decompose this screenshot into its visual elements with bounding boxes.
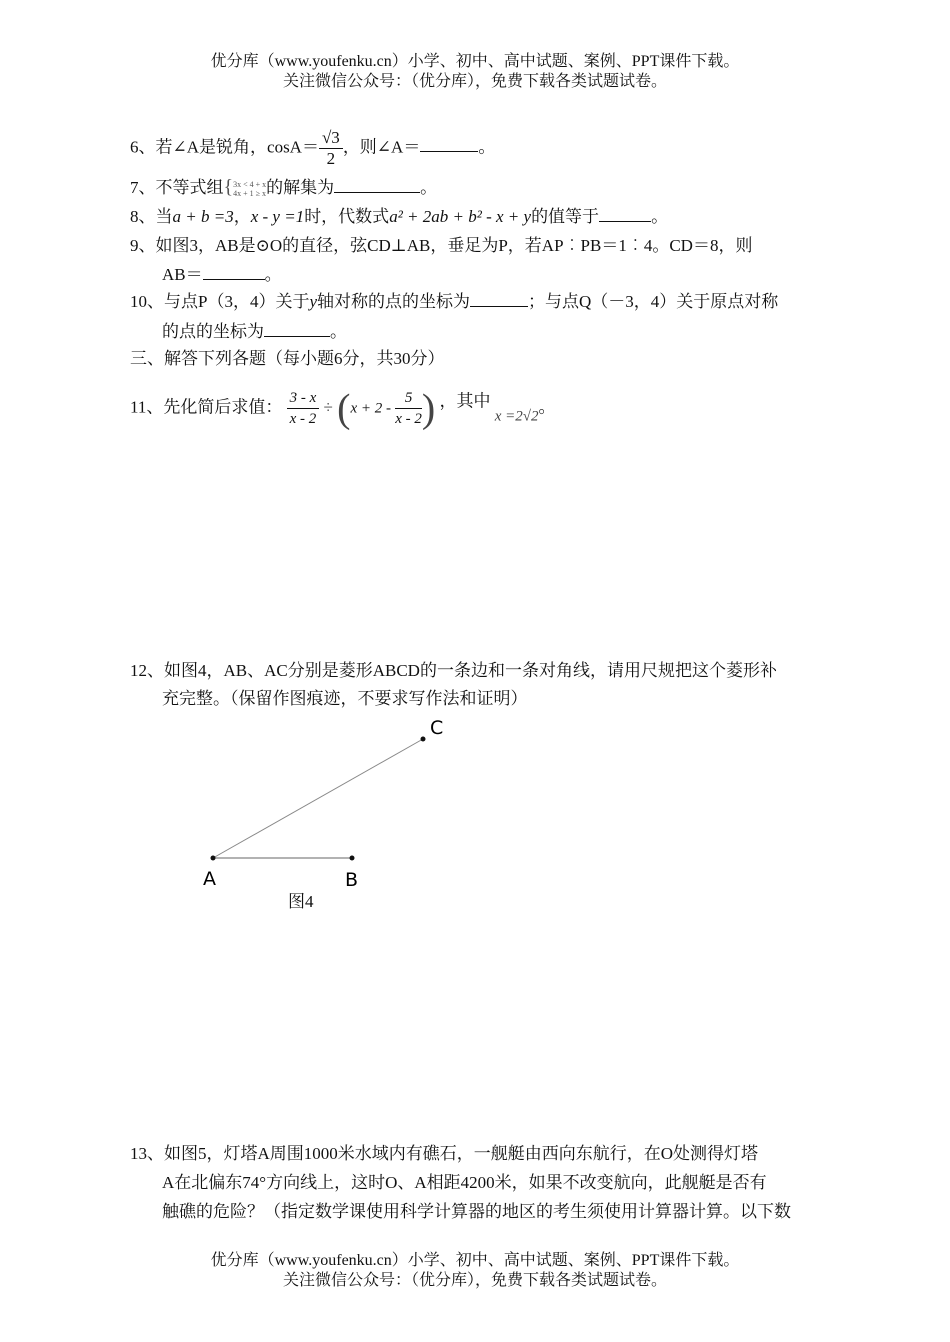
segment-ac (213, 739, 423, 858)
question-11: 11、先化简后求值： $\frac{3 - x}{x - 2}$ ÷ (x + 2 - $\frac{5}{x - 2}$ ) ，其中 x =2√2。 (130, 385, 556, 431)
q9-line2-text: AB＝ (162, 265, 203, 284)
q11-inner-expression: x + 2 - (350, 400, 391, 417)
q11-suffix: ，其中 (439, 391, 491, 411)
q6-prefix: 6、若∠A是锐角，cosA＝ (130, 137, 319, 157)
q8-condition-2: x - y =1 (250, 207, 305, 226)
q7-suffix: 的解集为 (266, 178, 335, 197)
question-7: 7、不等式组{ 3x < 4 + x 4x + 1 ≥ x 的解集为 。 (130, 176, 438, 199)
q10-end: 。 (330, 322, 347, 341)
section-3-heading: 三、解答下列各题（每小题6分，共30分） (130, 349, 445, 368)
q8-prefix: 8、当 (130, 207, 173, 226)
q7-end: 。 (420, 178, 438, 197)
question-12-line-1: 12、如图4，AB、AC分别是菱形ABCD的一条边和一条对角线，请用尺规把这个菱形补 (130, 661, 777, 680)
label-a: A (203, 868, 216, 890)
q11-fraction-2-denominator: x - 2 (395, 411, 422, 427)
q8-expression: a² + 2ab + b² - x + y (389, 207, 532, 226)
q11-value: x =2√2 (494, 408, 539, 425)
question-9-line-1: 9、如图3，AB是⊙O的直径，弦CD⊥AB，垂足为P，若AP︰PB＝1︰4。CD＝8，则 (130, 236, 753, 255)
page-header-line-1: 优分库（www.youfenku.cn）小学、初中、高中试题、案例、PPT课件下载。 (210, 53, 740, 70)
q6-suffix: ，则∠A＝ (342, 137, 421, 157)
question-13-line-3: 触礁的危险？（指定数学课使用科学计算器的地区的考生须使用计算器计算。以下数 (162, 1202, 791, 1221)
page-header-line-2: 关注微信公众号：（优分库），免费下载各类试题试卷。 (282, 73, 667, 90)
q6-denominator: 2 (326, 149, 336, 168)
q9-end: 。 (264, 265, 282, 284)
q11-divide-sign: ÷ (323, 397, 333, 417)
point-c (421, 737, 426, 742)
q8-condition-1: a + b =3 (172, 207, 234, 226)
page-footer-line-2: 关注微信公众号：（优分库），免费下载各类试题试卷。 (282, 1272, 667, 1289)
q8-end: 。 (651, 207, 669, 226)
question-13-line-1: 13、如图5，灯塔A周围1000米水域内有礁石，一舰艇由西向东航行，在O处测得灯塔 (130, 1144, 759, 1163)
q11-fraction-1-denominator: x - 2 (289, 411, 317, 427)
q7-prefix: 7、不等式组 (130, 178, 224, 197)
question-13-line-2: A在北偏东74°方向线上，这时O、A相距4200米，如果不改变航向，此舰艇是否有 (162, 1173, 767, 1192)
q8-separator: ， (233, 207, 251, 226)
page-footer-line-1: 优分库（www.youfenku.cn）小学、初中、高中试题、案例、PPT课件下载。 (210, 1252, 740, 1269)
figure-4-caption: 图4 (288, 892, 314, 911)
label-b: B (345, 869, 359, 891)
q10-middle-2: ；与点Q（－3，4）关于原点对称 (528, 292, 779, 311)
point-a (211, 856, 216, 861)
q6-end: 。 (478, 137, 496, 157)
q11-fraction-1-numerator: 3 - x (287, 388, 320, 409)
q11-prefix: 11、先化简后求值： (130, 397, 283, 417)
q10-middle: 轴对称的点的坐标为 (317, 292, 471, 311)
q6-numerator: √3 (319, 128, 343, 149)
point-b (350, 856, 355, 861)
q11-end: 。 (538, 397, 556, 417)
question-12-line-2: 充完整。（保留作图痕迹，不要求写作法和证明） (162, 689, 528, 708)
q7-inequality-2: 4x + 1 ≥ x (233, 189, 267, 199)
q10-line2-text: 的点的坐标为 (162, 322, 264, 341)
q8-middle: 时，代数式 (304, 207, 390, 226)
q11-fraction-2-numerator: 5 (395, 388, 422, 409)
q10-axis: y (309, 292, 318, 311)
q10-prefix: 10、与点P（3，4）关于 (130, 292, 310, 311)
label-c: C (430, 717, 444, 739)
q7-inequality-1: 3x < 4 + x (233, 180, 267, 190)
q8-suffix: 的值等于 (531, 207, 600, 226)
